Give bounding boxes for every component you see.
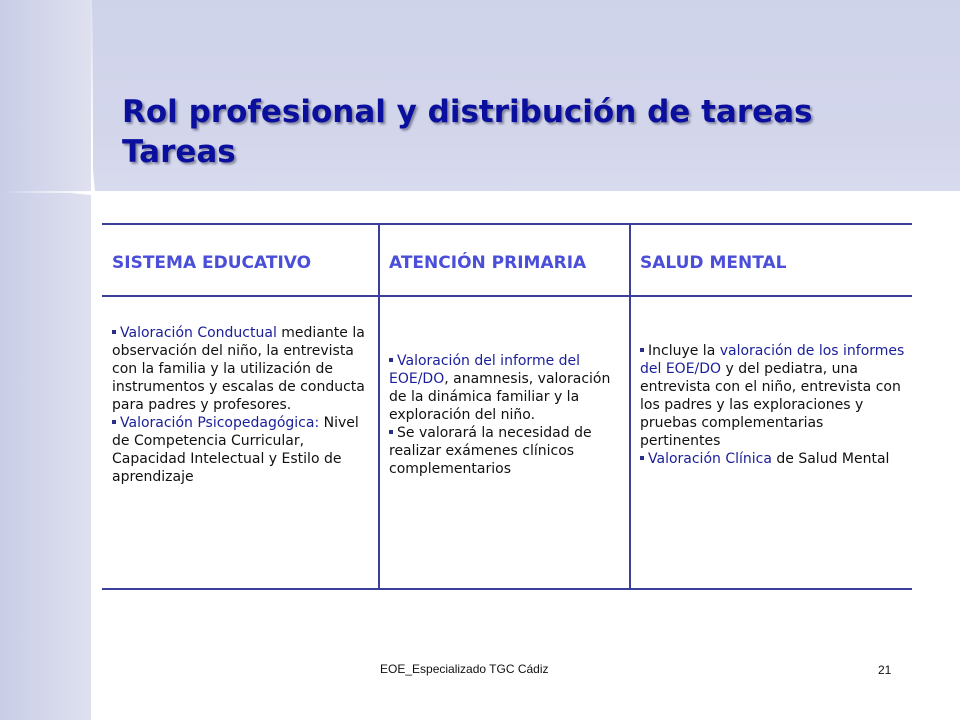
bullet-icon: [389, 430, 393, 434]
page-number: 21: [878, 663, 892, 677]
column-separator: [378, 223, 380, 590]
table-bottom-rule: [102, 588, 912, 590]
item-text: mediante la observación del niño, la entrevista con la familia y la utilización de instrumentos y escalas de conducta para padres y profesores.: [112, 325, 365, 413]
item-highlight: Valoración Psicopedagógica:: [120, 415, 320, 431]
table-top-rule: [102, 223, 912, 225]
list-item: [640, 342, 906, 450]
item-text: y del pediatra, una entrevista con el niño, entrevista con los padres y las exploraciones y pruebas complementarias pertinentes: [640, 361, 901, 449]
column-header-sistema-educativo: SISTEMA EDUCATIVO: [112, 253, 312, 273]
item-highlight: Valoración del informe del EOE/DO: [389, 353, 581, 387]
item-highlight: valoración de los informes del EOE/DO: [640, 343, 905, 377]
item-text: de Salud Mental: [771, 451, 890, 467]
slide-title-line1: Rol profesional y distribución de tareas: [122, 94, 813, 130]
table-header-rule: [102, 295, 912, 297]
list-item: [389, 424, 625, 478]
vertical-accent-line: [91, 0, 93, 720]
list-item: [640, 450, 906, 468]
column-body-sistema-educativo: [112, 324, 374, 486]
horizontal-accent-line: [0, 191, 960, 193]
bullet-icon: [389, 358, 393, 362]
bullet-icon: [112, 330, 116, 334]
item-text: , anamnesis, valoración de la dinámica familiar y la exploración del niño.: [389, 371, 611, 423]
item-highlight: Valoración Conductual: [120, 325, 277, 341]
item-pre: Incluye la: [648, 343, 720, 359]
list-item: [389, 352, 625, 424]
item-highlight: Valoración Clínica: [648, 451, 772, 467]
slide-title-line2: Tareas: [122, 134, 236, 170]
sparkle-icon: [68, 168, 118, 218]
item-text: Nivel de Competencia Curricular, Capacidad Intelectual y Estilo de aprendizaje: [112, 415, 359, 485]
bullet-icon: [640, 348, 644, 352]
bullet-icon: [112, 420, 116, 424]
item-text: Se valorará la necesidad de realizar exámenes clínicos complementarios: [389, 425, 592, 477]
list-item: [112, 324, 374, 414]
left-background: [0, 0, 92, 720]
bullet-icon: [640, 456, 644, 460]
column-body-atencion-primaria: [389, 352, 625, 478]
slide-footer: EOE_Especializado TGC Cádiz: [380, 662, 549, 676]
column-header-atencion-primaria: ATENCIÓN PRIMARIA: [389, 253, 587, 273]
slide-title: [122, 92, 922, 172]
tasks-table: [102, 223, 912, 590]
column-separator: [629, 223, 631, 590]
column-body-salud-mental: [640, 342, 906, 468]
column-header-salud-mental: SALUD MENTAL: [640, 253, 787, 273]
list-item: [112, 414, 374, 486]
